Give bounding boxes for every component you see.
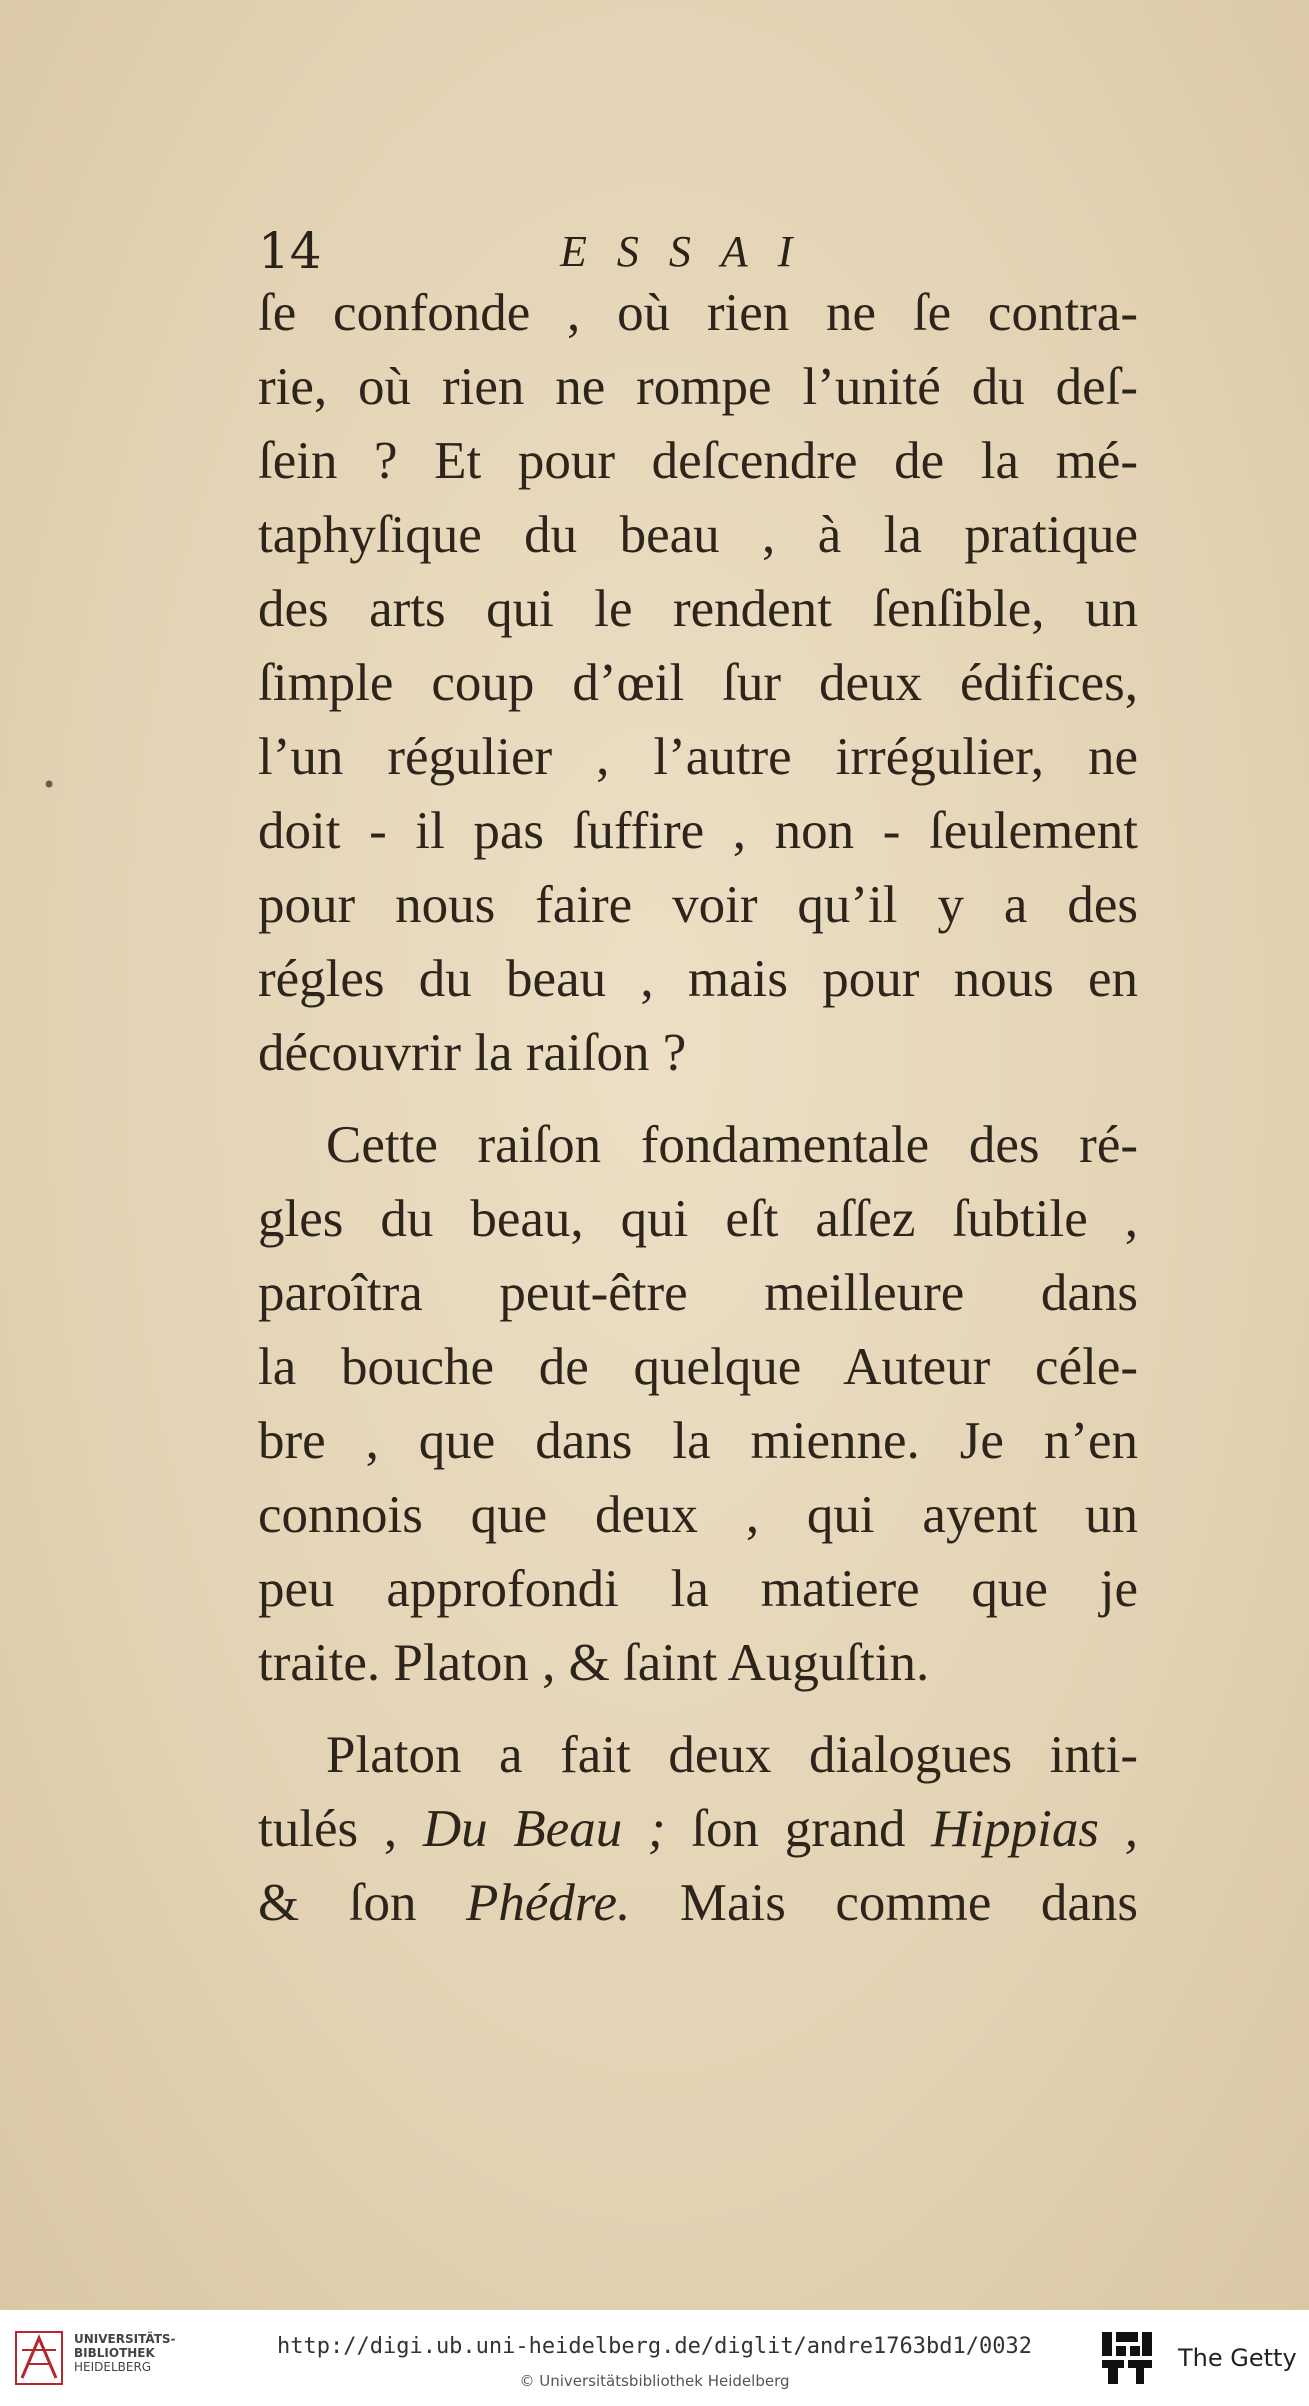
text-line: bre , que dans la mienne. Je n’en (258, 1412, 1138, 1470)
italic-title: Hippias , (931, 1800, 1138, 1858)
text-line (258, 1792, 1138, 1866)
library-name-line: BIBLIOTHEK (74, 2346, 155, 2360)
text-line (258, 1866, 1138, 1940)
text-line: gles du beau, qui eſt aſſez ſubtile , (258, 1190, 1138, 1248)
text-line: traite. Platon , & ſaint Auguſtin. (258, 1634, 930, 1692)
text-line: ſe confonde , où rien ne ſe contra- (258, 284, 1138, 342)
library-name-line: HEIDELBERG (74, 2360, 152, 2374)
italic-title: Phédre. (465, 1874, 631, 1932)
text-line: rie, où rien ne rompe l’unité du deſ- (258, 358, 1138, 416)
text-line: connois que deux , qui ayent un (258, 1486, 1138, 1544)
partner-name: The Getty (1178, 2344, 1297, 2372)
running-head: ESSAI (560, 227, 823, 276)
italic-title: Du Beau ; (422, 1800, 666, 1858)
text-line: peu approfondi la matiere que je (258, 1560, 1138, 1618)
permalink-url[interactable]: http://digi.ub.uni-heidelberg.de/diglit/andre1763bd1/0032 (277, 2334, 1032, 2359)
text-line: paroîtra peut-être meilleure dans (258, 1264, 1138, 1322)
text-line: ſein ? Et pour deſcendre de la mé- (258, 432, 1138, 490)
text-line: Cette raiſon fondamentale des ré- (326, 1116, 1138, 1174)
text-line: pour nous faire voir qu’il y a des (258, 876, 1138, 934)
text-line: découvrir la raiſon ? (258, 1024, 687, 1082)
margin-mark: • (42, 771, 57, 799)
text-span: ſon grand (665, 1800, 932, 1858)
text-span: tulés , (258, 1800, 423, 1858)
text-line: Platon a fait deux dialogues inti- (326, 1726, 1138, 1784)
text-span: Mais comme dans (630, 1874, 1139, 1932)
text-line: la bouche de quelque Auteur céle- (258, 1338, 1138, 1396)
copyright-notice: © Universitätsbibliothek Heidelberg (519, 2372, 790, 2390)
getty-logo-icon[interactable] (1100, 2328, 1156, 2388)
viewer-footer (0, 2310, 1309, 2406)
text-line: ſimple coup d’œil ſur deux édifices, (258, 654, 1138, 712)
body-text (258, 276, 1138, 1940)
text-line: des arts qui le rendent ſenſible, un (258, 580, 1138, 638)
page-number: 14 (258, 222, 322, 280)
library-name-line: UNIVERSITÄTS- (74, 2332, 176, 2346)
text-span: & ſon (258, 1874, 466, 1932)
text-line: doit - il pas ſuffire , non - ſeulement (258, 802, 1138, 860)
text-line: régles du beau , mais pour nous en (258, 950, 1138, 1008)
text-line: taphyſique du beau , à la pratique (258, 506, 1138, 564)
text-line: l’un régulier , l’autre irrégulier, ne (258, 728, 1138, 786)
